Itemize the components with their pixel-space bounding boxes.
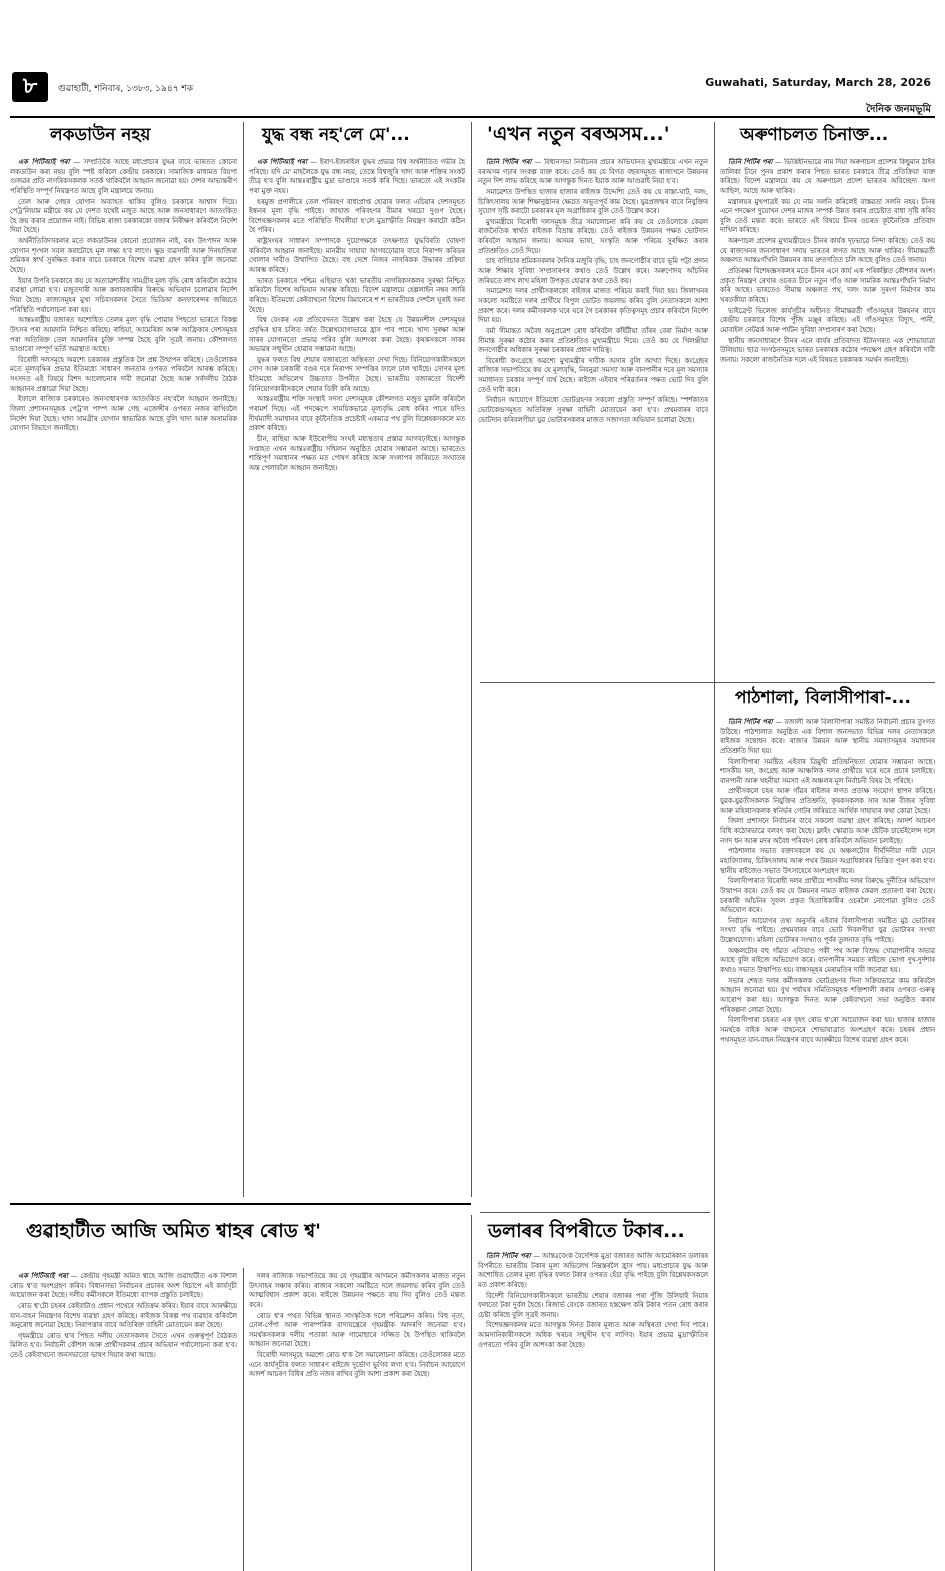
- article-paragraph: চাহ বাগিচাৰ শ্ৰমিকসকলৰ দৈনিক মজুৰি বৃদ্ধি, চাহ জনগোষ্ঠীৰ বাবে ভূমি পট্টা প্ৰদান আৰু শিক্ষাৰ সুবিধা সম্প্ৰসাৰণৰ কথাও তেওঁ উল্লেখ কৰে। অৰুণোদয় আঁচনিৰ জৰিয়তে লাখ লাখ মহিলা উপকৃত হোৱাৰ কথা তেওঁ কয়।: [478, 257, 708, 285]
- article-paragraph: ৰাষ্ট্ৰসংঘৰ সাধাৰণ সম্পাদকে দুয়োপক্ষকে তৎক্ষণাত যুদ্ধবিৰতি ঘোষণা কৰিবলৈ আহ্বান জনাইছে। মানৱীয় সাহায্য আগবঢ়োৱাৰ বাবে নিৰাপদ কৰিডৰ খোলাৰ দাবীও উত্থাপিত হৈছে। বহু দেশে নিজৰ নাগৰিকক উদ্ধাৰৰ প্ৰক্ৰিয়া আৰম্ভ কৰিছে।: [249, 237, 465, 275]
- article-paragraph: ৰোড শ্ব'টো চহৰৰ কেইবাটাও প্ৰধান পথেৰে অতিক্ৰম কৰিব। ইয়াৰ বাবে আৰক্ষীয়ে যান-বাহন নিয়ন্ত্ৰণৰ বিশেষ ব্যৱস্থা গ্ৰহণ কৰিছে। ৰাইজক বিকল্প পথ ব্যৱহাৰ কৰিবলৈ অনুৰোধ জনোৱা হৈছে। নিৰাপত্তাৰ বাবে অতিৰিক্ত বাহিনী মোতায়েন কৰা হৈছে।: [10, 1301, 237, 1330]
- byline: তিনি পিটিৰ পৰা: [486, 1252, 534, 1260]
- article-paragraph: তিনি পিটিৰ পৰা — ভিত্তিহীনভাৱে নাম দিয়া অৰুণাচল প্ৰদেশৰ কিছুমান ঠাইৰ তালিকা চীনে পুনৰ প্ৰকাশ কৰাৰ পিছত ভাৰত চৰকাৰে তীব্ৰ প্ৰতিক্ৰিয়া ব্যক্ত কৰিছে। বিদেশ মন্ত্ৰালয়ে কয় যে অৰুণাচল প্ৰদেশ ভাৰতৰ অবিচ্ছেদ্য অংগ আছিল, আছে আৰু থাকিব।: [720, 158, 935, 195]
- article-paragraph: এক পিটিআই পৰা — ইৰাণ-ইজৰাইল যুদ্ধৰ প্ৰভাৱ বিশ্ব অৰ্থনীতিত গভীৰ হৈ পৰিছে। যদি মে' মাহলৈকে যুদ্ধ বন্ধ নহয়, তেন্তে বিশ্বজুৰি খাদ্য আৰু শক্তিৰ সংকট তীব্ৰ হ'ব বুলি আন্তঃৰাষ্ট্ৰীয় মুদ্ৰা ভাণ্ডাৰে সতৰ্ক কৰি দিছে। ভাৰতো এই সংকটৰ পৰা মুক্ত নহয়।: [249, 158, 465, 195]
- article-paragraph: এক পিটিআই পৰা — সম্প্ৰতিকৈ আছে মধ্যপ্ৰাচ্যৰ যুদ্ধৰ বাবে ভাৰতত কোনো লকডাউন কৰা নহয় বুলি স্পষ্ট কৰিলে কেন্দ্ৰীয় চৰকাৰে। সামাজিক মাধ্যমত বিয়পা গুজৱৰ প্ৰতি নাগৰিকসকলক সতৰ্ক থাকিবলৈ আহ্বান জনোৱা হয়। দেশৰ আভ্যন্তৰীণ পৰিস্থিতি সম্পূৰ্ণ নিয়ন্ত্ৰণত আছে বুলি মন্ত্ৰালয়ে জনায়।: [10, 158, 237, 195]
- article-paragraph: নিৰ্বাচন আয়োগৰ তথ্য অনুসৰি এইবাৰ বিলাসীপাৰা সমষ্টিত মুঠ ভোটাৰৰ সংখ্যা বৃদ্ধি পাইছে। প্ৰথমবাৰৰ বাবে ভোট দিবলগীয়া যুৱ ভোটাৰৰ সংখ্যা উল্লেখযোগ্য। মহিলা ভোটাৰৰ সংখ্যাও পূৰ্বৰ তুলনাত বৃদ্ধি পাইছে।: [720, 916, 935, 945]
- headline: লকডাউন নহয়: [50, 125, 151, 145]
- article-paragraph: বিৰোধী কংগ্ৰেছে অৱশ্যে মুখ্যমন্ত্ৰীৰ দাবীক অসাৰ বুলি আখ্যা দিছে। কংগ্ৰেছৰ ৰাজ্যিক সভাপতিয়ে কয় যে মূল্যবৃদ্ধি, নিবনুৱা সমস্যা আৰু বানপানীৰ দৰে মূল সমস্যাৰ সমাধানত চৰকাৰ সম্পূৰ্ণ ব্যৰ্থ হৈছে। ৰাইজে এইবাৰ পৰিৱৰ্তনৰ পক্ষত ভোট দিব বুলি তেওঁ দাবী কৰে।: [478, 356, 708, 394]
- byline: এক পিটিআই পৰা: [257, 158, 311, 166]
- article-paragraph: সমাৱেশত উপস্থিত হাজাৰ হাজাৰ ৰাইজক উদ্দেশ্যি তেওঁ কয় যে ৰাস্তা-ঘাট, দলং, চিকিৎসালয় আৰু শিক্ষানুষ্ঠানৰ ক্ষেত্ৰত অভূতপূৰ্ব কাম হৈছে। যুৱপ্ৰজন্মৰ বাবে নিযুক্তিৰ সুযোগ সৃষ্টি কৰাটো চৰকাৰৰ মূল অগ্ৰাধিকাৰ বুলি তেওঁ উল্লেখ কৰে।: [478, 187, 708, 216]
- article-paragraph: স্থানীয় জনসাধাৰণে চীনৰ এনে কাৰ্যৰ প্ৰতিবাদত ইটানগৰত এক শোভাযাত্ৰা উলিয়ায়। ছাত্ৰ সংগঠনসমূহে ভাৰত চৰকাৰক কঠোৰ পদক্ষেপ গ্ৰহণ কৰিবলৈ দাবী জনায়। সকলো ৰাজনৈতিক দলে এই বিষয়ত চৰকাৰক সমৰ্থন জনাইছে।: [720, 336, 935, 364]
- article-paragraph: প্ৰতিৰক্ষা বিশেষজ্ঞসকলৰ মতে চীনৰ এনে কাৰ্য এক পৰিকল্পিত কৌশলৰ অংশ। প্ৰকৃত নিয়ন্ত্ৰণ ৰেখাৰ ওচৰত চীনে নতুন গাঁও আৰু সামৰিক আন্তঃগাঁথনি নিৰ্মাণ কৰি আছে। ভাৰতেও সীমান্ত অঞ্চলত পথ, দলং আৰু সুৰংগ নিৰ্মাণৰ কাম খৰতকীয়া কৰিছে।: [720, 267, 935, 304]
- article-paragraph: মুখ্যমন্ত্ৰীয়ে বিৰোধী দলসমূহক তীব্ৰ সমালোচনা কৰি কয় যে তেওঁলোকে কেৱল ৰাজনৈতিক স্বাৰ্থত ৰাইজক বিভ্ৰান্ত কৰিছে। তেওঁ ৰাইজক উন্নয়নৰ পক্ষত ভোটদান কৰিবলৈ আহ্বান জনায়। অসমৰ ভাষা, সংস্কৃতি আৰু পৰিচয় সুৰক্ষিত কৰাৰ প্ৰতিশ্ৰুতিও তেওঁ দিয়ে।: [478, 217, 708, 255]
- article-paragraph: পাঠশালাৰ সভাত বক্তাসকলে কয় যে অঞ্চলটোৰ দীৰ্ঘদিনীয়া দাবী যেনে মহাবিদ্যালয়, চিকিৎসালয় আৰু পথৰ উন্নয়ন অগ্ৰাধিকাৰৰ ভিত্তিত পূৰণ কৰা হ'ব। স্থানীয় ৰাইজেও সভাত উৎসাহেৰে অংশগ্ৰহণ কৰে।: [720, 847, 935, 875]
- article-paragraph: আন্তঃৰাষ্ট্ৰীয় শক্তি সংস্থাই সদস্য দেশসমূহক কৌশলগত মজুত মুকলি কৰিবলৈ পৰামৰ্শ দিছে। এই পদক্ষেপে সাময়িকভাৱে মূল্যবৃদ্ধি ৰোধ কৰিব পাৰে যদিও দীৰ্ঘম্যাদী সমাধানৰ বাবে কূটনৈতিক প্ৰচেষ্টাই একমাত্ৰ পথ বুলি বিশ্লেষকসকলে মত প্ৰকাশ কৰিছে।: [249, 395, 465, 433]
- article-paragraph: বিলাসীপাৰা সমষ্টিত এইবাৰ ত্ৰিমুখী প্ৰতিদ্বন্দ্বিতা হোৱাৰ সম্ভাৱনা আছে। শাসকীয় দল, কংগ্ৰেছ আৰু আঞ্চলিক দলৰ প্ৰাৰ্থীয়ে ঘৰে ঘৰে প্ৰচাৰ চলাইছে। বানপানী আৰু খহনীয়া সমস্যা এই অঞ্চলৰ মূল নিৰ্বাচনী বিষয় হৈ পৰিছে।: [720, 757, 935, 785]
- column-divider: [243, 1268, 244, 1571]
- english-date: Guwahati, Saturday, March 28, 2026: [705, 76, 931, 89]
- article-paragraph: বিলাসীপাৰাত বিৰোধী দলৰ প্ৰাৰ্থীয়ে শাসকীয় দলৰ বিৰুদ্ধে দুৰ্নীতিৰ অভিযোগ উত্থাপন কৰে। তেওঁ কয় যে উন্নয়নৰ নামত ৰাইজক কেৱল প্ৰতাৰণা কৰা হৈছে। চৰকাৰী আঁচনিৰ সুফল প্ৰকৃত হিতাধিকাৰীৰ ওচৰলৈ নোপোৱা বুলিও তেওঁ অভিযোগ কৰে।: [720, 877, 935, 915]
- article-body-continued: [249, 1272, 465, 1568]
- headline: ডলাৰৰ বিপৰীতে টকাৰ...: [488, 1220, 685, 1242]
- article-paragraph: ইয়াৰ উপৰি চৰকাৰে কয় যে অত্যাৱশ্যকীয় সামগ্ৰীৰ মূল্য বৃদ্ধি ৰোধ কৰিবলৈ কঠোৰ ব্যৱস্থা লোৱা হ'ব। মজুতদাৰী আৰু কলাবজাৰীৰ বিৰুদ্ধে অভিযান চলোৱাৰ নিৰ্দেশ দিয়া হৈছে। ৰাজ্যসমূহৰ মুখ্য সচিবসকলৰ সৈতে ভিডিঅ' কনফাৰেন্সৰ জৰিয়তে পৰিস্থিতি পৰ্যালোচনা কৰা হয়।: [10, 276, 237, 314]
- header-rule: [10, 116, 935, 118]
- section-rule: [480, 1212, 710, 1213]
- column-divider: [471, 122, 472, 1197]
- article-body: [10, 158, 237, 1198]
- article-paragraph: তিনি পিটিৰ পৰা — বিধানসভা নিৰ্বাচনৰ প্ৰচাৰ অভিযানত মুখ্যমন্ত্ৰীয়ে এখন নতুন বৰঅসম গঢ়াৰ সংকল্প ব্যক্ত কৰে। তেওঁ কয় যে বিগত বছৰসমূহত ৰাজ্যখনে উন্নয়নৰ নতুন দিশ লাভ কৰিছে আৰু আগন্তুক দিনত ইয়াক আৰু আগুৱাই নিয়া হ'ব।: [478, 158, 708, 186]
- article-paragraph: জিলা প্ৰশাসনে নিৰ্বাচনৰ বাবে সকলো ব্যৱস্থা গ্ৰহণ কৰিছে। আদৰ্শ আচৰণ বিধি কঠোৰভাৱে বলবৎ কৰা হৈছে। ফ্লাইং স্কোৱাড আৰু ষ্টেটিক চাৰ্ভেইলেন্স দলে নগদ ধন আৰু মদৰ অবৈধ পৰিবহণ ৰোধ কৰিবলৈ অভিযান চলাইছে।: [720, 817, 935, 845]
- byline: এক পিটিআই পৰা: [18, 158, 74, 166]
- article-body: [478, 1252, 708, 1568]
- article-paragraph: অৰুণাচল প্ৰদেশৰ মুখ্যমন্ত্ৰীয়েও চীনৰ কাৰ্যক দৃঢ়ভাৱে নিন্দা কৰিছে। তেওঁ কয় যে ৰাজ্যখনৰ জনসাধাৰণ সদায় ভাৰতৰ লগত আছে আৰু থাকিব। সীমান্তৱৰ্তী অঞ্চলত আন্তঃগাঁথনি উন্নয়নৰ কাম দ্ৰুতগতিত চলি আছে বুলিও তেওঁ জনায়।: [720, 237, 935, 265]
- page-header: [10, 72, 935, 115]
- headline: গুৱাহাটীত আজি অমিত শ্বাহৰ ৰোড শ্ব': [26, 1220, 321, 1242]
- article-paragraph: মন্ত্ৰালয়ৰ মুখপাত্ৰই কয় যে নাম সলনি কৰিলেই বাস্তৱতা সলনি নহয়। চীনৰ এনে পদক্ষেপ দুয়োখন দেশৰ মাজৰ সম্পৰ্ক উন্নত কৰাৰ প্ৰচেষ্টাত বাধা সৃষ্টি কৰিব বুলি তেওঁ মন্তব্য কৰে। ভাৰতে এই বিষয়ে চীনৰ ওচৰত কূটনৈতিক প্ৰতিবাদ দাখিল কৰিছে।: [720, 197, 935, 235]
- page-number: ৮: [12, 72, 48, 102]
- article-paragraph: ইফালে ৰাজ্যিক চৰকাৰেও জনসাধাৰণক আতংকিত নহ'বলৈ আহ্বান জনাইছে। জিলা প্ৰশাসনসমূহক পেট্ৰ'ল পাম্প আৰু গেছ এজেন্সীৰ ওপৰত নজৰ ৰাখিবলৈ নিৰ্দেশ দিয়া হৈছে। খাদ্য সামগ্ৰীৰ যোগান স্বাভাৱিক আছে বুলি খাদ্য আৰু অসামৰিক যোগান বিভাগে জনাইছে।: [10, 395, 237, 433]
- article-paragraph: সভাৰ শেষত দলৰ কৰ্মীসকলক ভোটগ্ৰহণৰ দিনা সক্ৰিয়ভাৱে কাম কৰিবলৈ আহ্বান জনোৱা হয়। বুথ পৰ্যায়ৰ সমিতিসমূহক শক্তিশালী কৰাৰ ওপৰত গুৰুত্ব আৰোপ কৰা হয়। আগন্তুক দিনত আৰু কেইবাখনো সভা অনুষ্ঠিত কৰাৰ পৰিকল্পনা লোৱা হৈছে।: [720, 976, 935, 1014]
- article-paragraph: আন্তঃৰাষ্ট্ৰীয় বজাৰত অশোধিত তেলৰ মূল্য বৃদ্ধি পোৱাৰ পিছতো ভাৰতে বিকল্প উৎসৰ পৰা আমদানি নিশ্চিত কৰিছে। ৰাছিয়া, আমেৰিকা আৰু আফ্ৰিকাৰ দেশসমূহৰ পৰা অতিৰিক্ত তেল আমদানিৰ চুক্তি সম্পন্ন হৈছে বুলি সূত্ৰই জনায়। কৌশলগত ভাণ্ডাৰো সম্পূৰ্ণ ভৰ্তি অৱস্থাত আছে।: [10, 316, 237, 354]
- article-paragraph: বিশ্ব বেংকৰ এক প্ৰতিবেদনত উল্লেখ কৰা হৈছে যে উন্নয়নশীল দেশসমূহৰ প্ৰবৃদ্ধিৰ হাৰ চলিত বৰ্ষত উল্লেখযোগ্যভাৱে হ্ৰাস পাব পাৰে। খাদ্য সুৰক্ষা আৰু সাৰৰ যোগানতো প্ৰভাৱ পৰিব বুলি আশংকা কৰা হৈছে। কৃষকসকলে সাৰৰ অভাৱৰ সন্মুখীন হোৱাৰ সম্ভাৱনা আছে।: [249, 316, 465, 354]
- article-paragraph: তিনি পিটিৰ পৰা — আন্তঃবেংক বৈদেশিক মুদ্ৰা বজাৰত আজি আমেৰিকান ডলাৰৰ বিপৰীতে ভাৰতীয় টকাৰ মূল্য অভিলেখ নিম্নস্তৰলৈ হ্ৰাস পায়। মধ্যপ্ৰাচ্যৰ যুদ্ধ আৰু অশোধিত তেলৰ মূল্য বৃদ্ধিৰ ফলত টকাৰ ওপৰত হেঁচা বৃদ্ধি পাইছে বুলি বিশ্লেষকসকলে মত প্ৰকাশ কৰিছে।: [478, 1252, 708, 1289]
- byline: এক পিটিআই পৰা: [18, 1272, 71, 1280]
- column-divider: [243, 122, 244, 1197]
- section-rule: [10, 1203, 471, 1205]
- article-paragraph: ভাইব্ৰেণ্ট ভিলেজ কাৰ্যসূচীৰ অধীনত সীমান্তৱৰ্তী গাঁওসমূহৰ উন্নয়নৰ বাবে কেন্দ্ৰীয় চৰকাৰে বিশেষ পুঁজি মঞ্জুৰ কৰিছে। এই গাঁওসমূহত বিদ্যুৎ, পানী, মোবাইল নেটৱৰ্ক আৰু পৰ্যটন সুবিধা সম্প্ৰসাৰণ কৰা হৈছে।: [720, 306, 935, 334]
- article-paragraph: ৰোড শ্ব'ৰ পথত বিভিন্ন স্থানত সাংস্কৃতিক দলে পৰিৱেশন কৰিব। বিহু নৃত্য, ঢোল-পেঁপা আৰু পাৰম্পৰিক বাদ্যযন্ত্ৰেৰে গৃহমন্ত্ৰীক আদৰণি জনোৱা হ'ব। সমৰ্থকসকলক দলীয় পতাকা আৰু গামোছাৰে সজ্জিত হৈ উপস্থিত থাকিবলৈ আহ্বান জনোৱা হৈছে।: [249, 1311, 465, 1349]
- article-paragraph: ভাৰত চৰকাৰে পশ্চিম এছিয়াত থকা ভাৰতীয় নাগৰিকসকলৰ সুৰক্ষা নিশ্চিত কৰিবলৈ বিশেষ অভিযান আৰম্ভ কৰিছে। বিদেশ মন্ত্ৰালয়ে হেল্পলাইন নম্বৰ জাৰি কৰিছে। ইতিমধ্যে কেইবাখনো বিশেষ বিমানেৰে শ শ ভাৰতীয়ক দেশলৈ ঘূৰাই অনা হৈছে।: [249, 276, 465, 314]
- article-body: [478, 158, 708, 1206]
- article-paragraph: অৰ্থনীতিবিদসকলৰ মতে লকডাউনৰ কোনো প্ৰয়োজন নাই, বৰং উৎপাদন আৰু যোগান শৃংখল সবল কৰাটোহে মূল লক্ষ্য হ'ব লাগে। ক্ষুদ্ৰ ব্যৱসায়ী আৰু দিনহাজিৰা শ্ৰমিকৰ স্বাৰ্থ সুৰক্ষিত কৰাৰ বাবে চৰকাৰে বিশেষ ব্যৱস্থা গ্ৰহণ কৰিব বুলি জনোৱা হৈছে।: [10, 237, 237, 275]
- byline: তিনি পিটিৰ পৰা: [486, 158, 535, 166]
- article-body: [720, 158, 935, 676]
- article-paragraph: এক পিটিআই পৰা — কেন্দ্ৰীয় গৃহমন্ত্ৰী অমিত শ্বাহে আজি গুৱাহাটীত এক বিশাল ৰোড শ্ব'ত অংশগ্ৰহণ কৰিব। বিধানসভা নিৰ্বাচনৰ প্ৰচাৰৰ অংশ হিচাপে এই কাৰ্যসূচী আয়োজন কৰা হৈছে। দলীয় কৰ্মীসকলে ইতিমধ্যে ব্যাপক প্ৰস্তুতি চলাইছে।: [10, 1272, 237, 1300]
- byline: তিনি পিটিৰ পৰা: [728, 158, 776, 166]
- paper-name: দৈনিক জনমভূমি: [866, 104, 931, 115]
- headline: 'এখন নতুন বৰঅসম...': [487, 123, 670, 145]
- byline: তিনি পিটিৰ পৰা: [728, 718, 776, 726]
- article-paragraph: তিনি পিটিৰ পৰা — বজালী আৰু বিলাসীপাৰা সমষ্টিত নিৰ্বাচনী প্ৰচাৰ তুংগত উঠিছে। পাঠশালাত অনুষ্ঠিত এক বিশাল জনসভাত বিভিন্ন দলৰ নেতাসকলে ৰাইজক সম্বোধন কৰে। ৰাজ্যৰ উন্নয়ন আৰু স্থানীয় সমস্যাসমূহৰ সমাধানৰ প্ৰতিশ্ৰুতি দিয়া হয়।: [720, 718, 935, 755]
- article-paragraph: হৰমুজ প্ৰণালীৰে তেল পৰিবহণ বাধাপ্ৰাপ্ত হোৱাৰ ফলত এচিয়াৰ দেশসমূহত ইন্ধনৰ মূল্য বৃদ্ধি পাইছে। জাহাজ পৰিবহণৰ বীমাৰ খৰচো দুগুণ হৈছে। বিশেষজ্ঞসকলৰ মতে পৰিস্থিতি দীঘলীয়া হ'লে মুদ্ৰাস্ফীতি নিয়ন্ত্ৰণ কৰাটো কঠিন হৈ পৰিব।: [249, 197, 465, 235]
- headline: যুদ্ধ বন্ধ নহ'লে মে'...: [262, 125, 410, 145]
- article-paragraph: দলৰ ৰাজ্যিক সভাপতিয়ে কয় যে গৃহমন্ত্ৰীৰ আগমনে কৰ্মীসকলৰ মাজত নতুন উৎসাহৰ সঞ্চাৰ কৰিব। ৰাজ্যৰ সকলো সমষ্টিতে দলে জয়লাভ কৰিব বুলি তেওঁ আত্মবিশ্বাস প্ৰকাশ কৰে। ৰাইজে উন্নয়নৰ পক্ষতে ৰায় দিব বুলিও তেওঁ মন্তব্য কৰে।: [249, 1272, 465, 1309]
- article-paragraph: প্ৰাৰ্থীসকলে চহৰ আৰু গাঁৱৰ ৰাইজৰ লগত প্ৰত্যক্ষ সংযোগ স্থাপন কৰিছে। যুৱক-যুৱতীসকলক নিযুক্তিৰ প্ৰতিশ্ৰুতি, কৃষকসকলক সাৰ আৰু বীজৰ সুবিধা আৰু মহিলাসকলক স্বনিৰ্ভৰ গোটৰ জৰিয়তে আৰ্থিক সাহায্যৰ কথা কোৱা হৈছে।: [720, 787, 935, 815]
- column-divider: [714, 122, 715, 1571]
- headline: অৰুণাচলত চিনাক্ত...: [740, 125, 889, 145]
- article-paragraph: বিলাসীপাৰা চহৰত এক বৃহৎ ৰোড শ্ব'ৰো আয়োজন কৰা হয়। হাজাৰ হাজাৰ সমৰ্থকে বাইক আৰু বাহনেৰে শোভাযাত্ৰাত অংশগ্ৰহণ কৰে। চহৰৰ প্ৰধান পথসমূহত যান-বাহন নিয়ন্ত্ৰণৰ বাবে আৰক্ষীয়ে বিশেষ ব্যৱস্থা গ্ৰহণ কৰে।: [720, 1016, 935, 1044]
- article-paragraph: বিৰোধী দলসমূহে অৱশ্যে চৰকাৰৰ প্ৰস্তুতিক লৈ প্ৰশ্ন উত্থাপন কৰিছে। তেওঁলোকৰ মতে মূল্যবৃদ্ধিৰ প্ৰভাৱ ইতিমধ্যে সাধাৰণ জনতাৰ ওপৰত পৰিবলৈ আৰম্ভ কৰিছে। সংসদত এই বিষয়ে বিশদ আলোচনাৰ দাবী জনোৱা হৈছে আৰু সৰ্বদলীয় বৈঠক আহ্বানৰ প্ৰস্তাৱো দিয়া হৈছে।: [10, 355, 237, 393]
- article-paragraph: বিৰোধী দলসমূহে অৱশ্যে ৰোড শ্ব'ক লৈ সমালোচনা কৰিছে। তেওঁলোকৰ মতে এনে কাৰ্যসূচীৰ ফলত সাধাৰণ ৰাইজে দুৰ্ভোগ ভুগিব লগা হ'ব। নিৰ্বাচন আয়োগে আদৰ্শ আচৰণ বিধিৰ প্ৰতি নজৰ ৰাখিব বুলি আশা প্ৰকাশ কৰা হৈছে।: [249, 1351, 465, 1379]
- column-divider: [471, 1215, 472, 1571]
- article-paragraph: যুদ্ধৰ ফলত বিশ্ব শেয়াৰ বজাৰতো অস্থিৰতা দেখা দিছে। বিনিয়োগকাৰীসকলে সোণ আৰু চৰকাৰী বণ্ডৰ দৰে নিৰাপদ সম্পত্তিৰ ফালে ঢাল খাইছে। সোণৰ মূল্য ইতিমধ্যে অভিলেখ উচ্চতাত উপনীত হৈছে। ভাৰতীয় বজাৰতো বিদেশী বিনিয়োগকাৰীসকলে শেয়াৰ বিক্ৰী কৰি আছে।: [249, 355, 465, 393]
- article-body: [249, 158, 465, 1198]
- article-paragraph: বিশেষজ্ঞসকলৰ মতে আগন্তুক দিনত টকাৰ মূল্যত আৰু অস্থিৰতা দেখা দিব পাৰে। আমদানিকাৰীসকলে অধিক খৰচৰ সন্মুখীন হ'ব লাগিব। ইয়াৰ প্ৰভাৱ মুদ্ৰাস্ফীতিৰ ওপৰতো পৰিব বুলি আশংকা কৰা হৈছে।: [478, 1321, 708, 1349]
- article-paragraph: সমাৱেশত দলৰ প্ৰাৰ্থীসকলকো ৰাইজৰ মাজত পৰিচয় কৰাই দিয়া হয়। জিলাখনৰ সকলো সমষ্টিতে দলৰ প্ৰাৰ্থীয়ে বিপুল ভোটত জয়লাভ কৰিব বুলি নেতাসকলে আশা প্ৰকাশ কৰে। দলৰ কৰ্মীসকলক ঘৰে ঘৰে গৈ চৰকাৰৰ কৃতিত্বসমূহ প্ৰচাৰ কৰিবলৈ নিৰ্দেশ দিয়া হয়।: [478, 287, 708, 325]
- article-body: [10, 1272, 237, 1568]
- article-paragraph: গৃহমন্ত্ৰীয়ে ৰোড শ্ব'ৰ পিছত দলীয় নেতাসকলৰ সৈতে এখন গুৰুত্বপূৰ্ণ বৈঠকত মিলিত হ'ব। নিৰ্বাচনী কৌশল আৰু প্ৰাৰ্থীসকলৰ প্ৰচাৰ অভিযান পৰ্যালোচনা কৰা হ'ব। তেওঁ কেইবাখনো জনসভাতো ভাষণ দিয়াৰ কথা আছে।: [10, 1331, 237, 1360]
- article-paragraph: চীন, ৰাছিয়া আৰু ইউৰোপীয় সংঘই মধ্যস্থতাৰ প্ৰস্তাৱ আগবঢ়াইছে। আগন্তুক সপ্তাহত এখন আন্তঃৰাষ্ট্ৰীয় সন্মিলন অনুষ্ঠিত হোৱাৰ সম্ভাৱনা আছে। ভাৰতেও শান্তিপূৰ্ণ সমাধানৰ পক্ষত মত পোষণ কৰিছে আৰু সংলাপৰ জৰিয়তে সংঘাতৰ অন্ত পেলাবলৈ আহ্বান জনাইছে।: [249, 434, 465, 472]
- article-body: [720, 718, 935, 1568]
- article-paragraph: অঞ্চলটোৰ বহু গাঁৱত এতিয়াও পকী পথ আৰু বিশুদ্ধ খোৱাপানীৰ অভাৱ আছে বুলি ৰাইজে অভিযোগ কৰে। বানপানীৰ সময়ত ৰাইজে ভোগা দুখ-দুৰ্দশাৰ কথাও সভাত উত্থাপিত হয়। বান্ধসমূহৰ মেৰামতিৰ দাবী জনোৱা হয়।: [720, 946, 935, 975]
- article-paragraph: নিৰ্বাচন আয়োগে ইতিমধ্যে ভোটগ্ৰহণৰ সকলো প্ৰস্তুতি সম্পূৰ্ণ কৰিছে। স্পৰ্শকাতৰ ভোটকেন্দ্ৰসমূহত অতিৰিক্ত সুৰক্ষা বাহিনী মোতায়েন কৰা হ'ব। প্ৰথমবাৰৰ বাবে ভোটদান কৰিবলগীয়া যুৱ ভোটাৰসকলৰ মাজত সজাগতা অভিযান চলোৱা হৈছে।: [478, 396, 708, 424]
- headline: পাঠশালা, বিলাসীপাৰা-...: [735, 688, 911, 708]
- article-paragraph: বিদেশী বিনিয়োগকাৰীসকলে ভাৰতীয় শেয়াৰ বজাৰৰ পৰা পুঁজি উলিয়াই নিয়াৰ ফলতো টকা দুৰ্বল হৈছে। ৰিজাৰ্ভ বেংকে বজাৰত হস্তক্ষেপ কৰি টকাৰ পতন ৰোধ কৰাৰ চেষ্টা কৰিছে বুলি সূত্ৰই জনায়।: [478, 1291, 708, 1319]
- date-line: গুৱাহাটী, শনিবাৰ, ১৩৮৩, ১৯৪৭ শক: [58, 84, 194, 94]
- article-paragraph: তেল আৰু গেছৰ যোগান অব্যাহত থাকিব বুলিও চৰকাৰে আশ্বাস দিয়ে। পেট্ৰ'লিয়াম মন্ত্ৰীয়ে কয় যে দেশত যথেষ্ট মজুত আছে আৰু জনসাধাৰণে আতংকিত হৈ ক্ৰয় কৰাৰ প্ৰয়োজন নাই। বিভিন্ন ৰাজ্য চৰকাৰকো বজাৰ নিৰীক্ষণ কৰিবলৈ নিৰ্দেশ দিয়া হৈছে।: [10, 197, 237, 235]
- article-paragraph: বৰ্মা সীমান্তত অবৈধ অনুপ্ৰৱেশ ৰোধ কৰিবলৈ কাঁইটীয়া তাঁৰৰ বেৰা নিৰ্মাণ আৰু সীমান্ত সুৰক্ষা কঠোৰ কৰাৰ প্ৰতিশ্ৰুতিও মুখ্যমন্ত্ৰীয়ে দিয়ে। তেওঁ কয় যে খিলঞ্জীয়া জনগোষ্ঠীৰ অধিকাৰ সুৰক্ষা চৰকাৰৰ প্ৰধান দায়িত্ব।: [478, 326, 708, 355]
